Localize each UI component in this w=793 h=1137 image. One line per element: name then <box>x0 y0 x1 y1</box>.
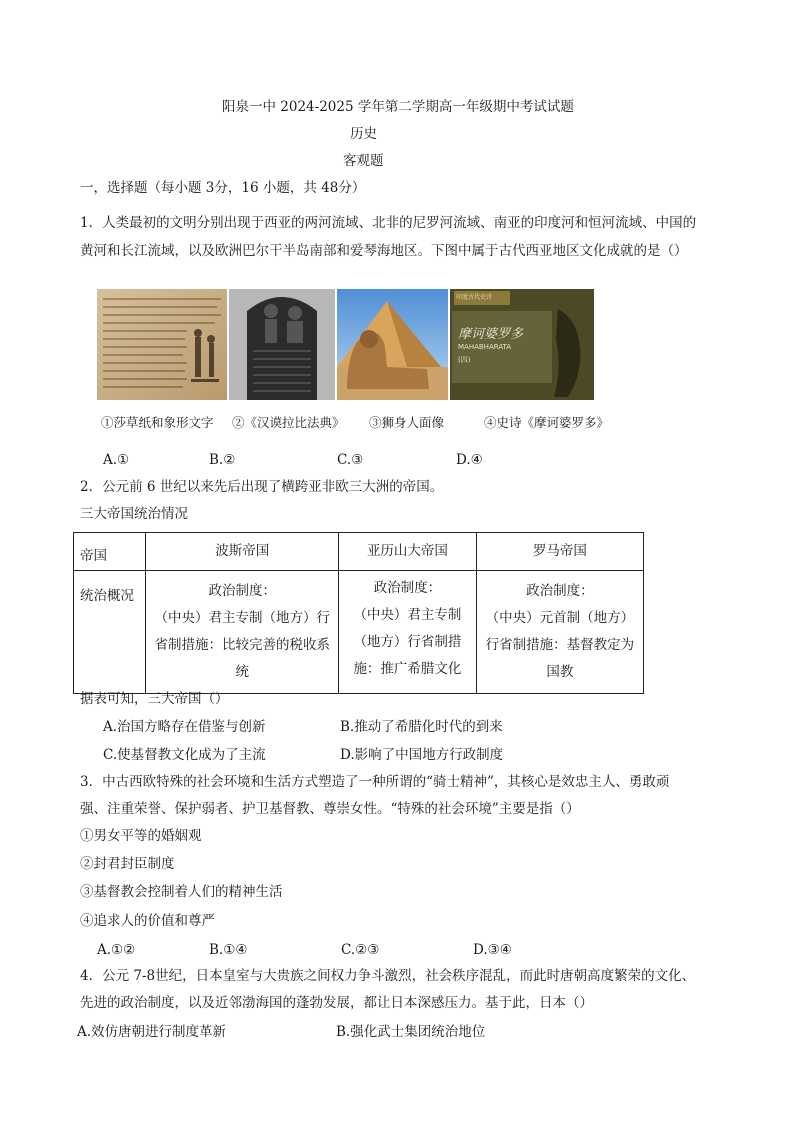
table-cell-alexander <box>339 571 477 694</box>
q4-stem-line2: 先进的政治制度，以及近邻渤海国的蓬勃发展，都让日本深感压力。基于此，日本（） <box>80 995 593 1011</box>
q3-item-2: ②封君封臣制度 <box>80 856 175 872</box>
table-header-alexander: 亚历山大帝国 <box>339 533 477 571</box>
q2-option-a[interactable]: A.治国方略存在借鉴与创新 <box>103 719 266 735</box>
book-title-latin: MAHABHARATA <box>458 343 512 351</box>
q3-item-4: ④追求人的价值和尊严 <box>80 913 215 929</box>
book-volume: (四) <box>458 356 471 364</box>
q3-option-c[interactable]: C.②③ <box>341 942 380 958</box>
papyrus-image <box>97 289 227 400</box>
table-header-empire: 帝国 <box>74 533 146 571</box>
q2-option-b[interactable]: B.推动了希腊化时代的到来 <box>340 719 503 735</box>
q3-option-b[interactable]: B.①④ <box>209 942 248 958</box>
alexander-line-4: 施：推广希腊文化 <box>353 661 462 677</box>
q2-option-d[interactable]: D.影响了中国地方行政制度 <box>340 747 504 763</box>
alexander-line-1: 政治制度： <box>373 580 442 596</box>
rome-line-2: （中央）元首制（地方） <box>485 610 635 626</box>
q4-option-b[interactable]: B.强化武士集团统治地位 <box>336 1024 486 1040</box>
mahabharata-book-image <box>450 289 594 400</box>
q3-option-a[interactable]: A.①② <box>97 942 136 958</box>
book-series-label: 印度古代史诗 <box>456 294 493 301</box>
section-title: 客观题 <box>343 153 384 169</box>
q3-stem-line1: 3．中古西欧特殊的社会环境和生活方式塑造了一种所谓的“骑士精神”，其核心是效忠主人、勇敢顽 <box>80 774 670 790</box>
q4-option-a[interactable]: A.效仿唐朝进行制度革新 <box>77 1024 227 1040</box>
q1-stem-line1: 1．人类最初的文明分别出现于西亚的两河流域、北非的尼罗河流域、南亚的印度河和恒河流域、中国的 <box>80 215 697 231</box>
empire-table <box>73 532 644 694</box>
part-heading: 一，选择题（每小题 3分，16 小题，共 48分） <box>80 180 366 196</box>
q2-stem: 2．公元前 6 世纪以来先后出现了横跨亚非欧三大洲的帝国。 <box>80 479 444 495</box>
q2-option-c[interactable]: C.使基督教文化成为了主流 <box>103 747 266 763</box>
sphinx-image <box>337 289 448 400</box>
q1-option-c[interactable]: C.③ <box>337 452 364 468</box>
rome-line-1: 政治制度： <box>526 583 594 599</box>
alexander-line-3: （地方）行省制措 <box>353 634 462 650</box>
q2-question: 据表可知，三大帝国（） <box>80 691 229 707</box>
q2-table-title: 三大帝国统治情况 <box>80 506 188 522</box>
persia-line-1: 政治制度： <box>208 583 276 599</box>
q1-option-d[interactable]: D.④ <box>456 452 483 468</box>
q1-option-b[interactable]: B.② <box>209 452 236 468</box>
table-header-persia: 波斯帝国 <box>146 533 339 571</box>
q3-stem-line2: 强、注重荣誉、保护弱者、护卫基督教、尊崇女性。“特殊的社会环境”主要是指（） <box>80 801 580 817</box>
q3-item-1: ①男女平等的婚姻观 <box>80 828 202 844</box>
persia-line-2: （中央）君主专制（地方）行 <box>154 610 330 626</box>
q3-item-3: ③基督教会控制着人们的精神生活 <box>80 884 283 900</box>
q1-option-a[interactable]: A.① <box>103 452 130 468</box>
caption-3: ③狮身人面像 <box>369 415 445 430</box>
table-cell-rome <box>476 571 643 694</box>
exam-title: 阳泉一中 2024-2025 学年第二学期高一年级期中考试试题 <box>222 99 574 115</box>
table-cell-persia <box>146 571 339 694</box>
rome-line-3: 行省制措施：基督教定为 <box>485 637 635 653</box>
caption-1: ①莎草纸和象形文字 <box>101 415 214 430</box>
alexander-line-2: （中央）君主专制 <box>353 607 462 623</box>
rome-line-4: 国教 <box>546 664 574 680</box>
persia-line-3: 省制措施：比较完善的税收系 <box>154 637 330 653</box>
subject-title: 历史 <box>350 126 377 142</box>
q1-stem-line2: 黄河和长江流域，以及欧洲巴尔干半岛南部和爱琴海地区。下图中属于古代西亚地区文化成就的是（） <box>80 243 688 259</box>
q3-option-d[interactable]: D.③④ <box>473 942 512 958</box>
book-title: 摩诃婆罗多 <box>458 327 524 342</box>
hammurabi-stele-image <box>229 289 335 400</box>
caption-4: ④史诗《摩诃婆罗多》 <box>484 415 610 430</box>
persia-line-4: 统 <box>235 664 249 680</box>
q4-stem-line1: 4．公元 7-8世纪，日本皇室与大贵族之间权力争斗激烈，社会秩序混乱，而此时唐朝高度繁荣的文化、 <box>80 968 696 984</box>
caption-2: ②《汉谟拉比法典》 <box>232 415 345 430</box>
table-row-label: 统治概况 <box>74 571 146 694</box>
table-header-rome: 罗马帝国 <box>476 533 643 571</box>
